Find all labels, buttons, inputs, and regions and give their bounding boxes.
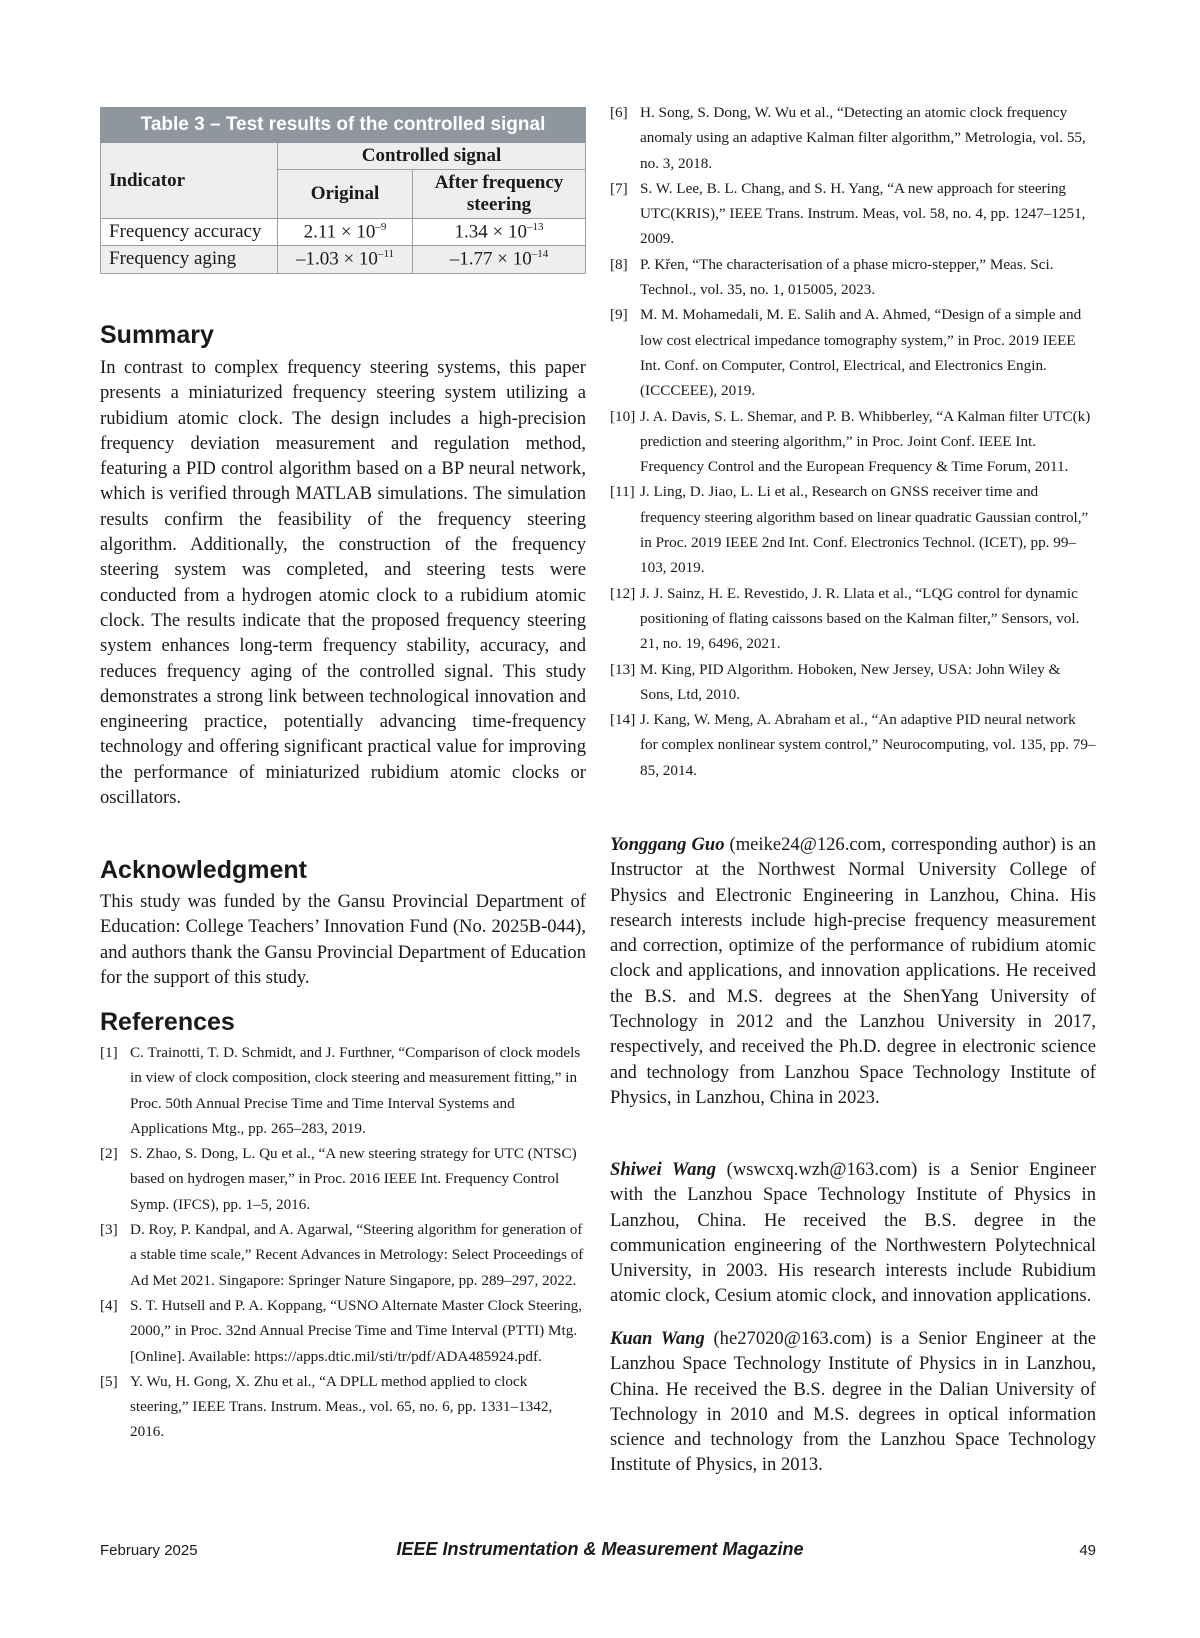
table-3 — [100, 107, 586, 274]
page-number: 49 — [1079, 1542, 1096, 1559]
table-cell-original: $-1.03 \times 10^{-11}$ — [278, 246, 413, 273]
author-name: Yonggang Guo — [610, 834, 725, 855]
reference-item: [6] H. Song, S. Dong, W. Wu et al., “Detecting an atomic clock frequency anomaly using an adaptive Kalman filter algorithm,” Metrologia, vol. 55, no. 3, 2018. — [610, 104, 1086, 172]
reference-item: [5] Y. Wu, H. Gong, X. Zhu et al., “A DPLL method applied to clock steering,” IEEE Trans. Instrum. Meas., vol. 65, no. 6, pp. 1331–1342, 2016. — [100, 1372, 553, 1441]
author-bio: Shiwei Wang (wswcxq.wzh@163.com) is a Senior Engineer with the Lanzhou Space Technology Institute of Physics in Lanzhou, China. He received the B.S. degree in the communication engineering of the Northwestern Polytechnical University, in 2003. His research interests include Rubidium atomic clock, Cesium atomic clock, and innovation applications. — [610, 1159, 1096, 1307]
reference-item: [1] C. Trainotti, T. D. Schmidt, and J. Furthner, “Comparison of clock models in view of clock composition, clock steering and measurement fitting,” in Proc. 50th Annual Precise Time and Time Interval Systems and Applications Mtg., pp. 265–283, 2019. — [100, 1044, 581, 1137]
table-cell-original: $2.11 \times 10^{-9}$ — [278, 219, 413, 246]
summary-heading: Summary — [100, 321, 214, 349]
table-cell-after: $-1.77 \times 10^{-14}$ — [413, 246, 586, 273]
reference-item: [14] J. Kang, W. Meng, A. Abraham et al., “An adaptive PID neural network for complex nonlinear system control,” Neurocomputing, vol. 135, pp. 79–85, 2014. — [610, 711, 1096, 779]
table-cell-indicator: Frequency aging — [101, 246, 278, 273]
table-header-indicator: Indicator — [101, 143, 278, 219]
footer-date: February 2025 — [100, 1542, 198, 1559]
reference-item: [7] S. W. Lee, B. L. Chang, and S. H. Yang, “A new approach for steering UTC(KRIS),” IEEE Trans. Instrum. Meas, vol. 58, no. 4, pp. 1247–1251, 2009. — [610, 179, 1086, 248]
table-caption: Table 3 – Test results of the controlled signal — [101, 108, 586, 143]
reference-item: [11] J. Ling, D. Jiao, L. Li et al., Research on GNSS receiver time and frequency steering algorithm based on linear quadratic Gaussian control,” in Proc. 2019 IEEE 2nd Int. Conf. Electronics Technol. (ICET), pp. 99–103, 2019. — [610, 483, 1089, 577]
table-cell-after: $1.34 \times 10^{-13}$ — [413, 219, 586, 246]
acknowledgment-heading: Acknowledgment — [100, 856, 307, 884]
author-name: Shiwei Wang — [610, 1159, 717, 1180]
table-header-original: Original — [278, 170, 413, 219]
reference-item: [3] D. Roy, P. Kandpal, and A. Agarwal, “Steering algorithm for generation of a stable time scale,” Recent Advances in Metrology: Select Proceedings of Ad Met 2021. Singapore: Springer Nature Singapore, pp. 289–297, 2022. — [100, 1221, 584, 1289]
footer-magazine: IEEE Instrumentation & Measurement Magazine — [396, 1539, 804, 1559]
author-bio: Kuan Wang (he27020@163.com) is a Senior Engineer at the Lanzhou Space Technology Institute of Physics in in Lanzhou, China. He received the B.S. degree in the Dalian University of Technology in 2010 and M.S. degrees in optical information science and technology from the Lanzhou Space Technology Institute of Physics, in 2013. — [610, 1328, 1097, 1476]
reference-item: [10] J. A. Davis, S. L. Shemar, and P. B. Whibberley, “A Kalman filter UTC(k) prediction and steering algorithm,” in Proc. Joint Conf. IEEE Int. Frequency Control and the European Frequency & Time Forum, 2011. — [610, 407, 1091, 476]
table-cell-indicator: Frequency accuracy — [101, 219, 278, 246]
reference-list-left — [100, 1040, 586, 1445]
reference-item: [9] M. M. Mohamedali, M. E. Salih and A. Ahmed, “Design of a simple and low cost electrical impedance tomography system,” in Proc. 2019 IEEE Int. Conf. on Computer, Control, Electrical, and Electronics Engin. (ICCCEEE), 2019. — [610, 306, 1082, 400]
references-heading: References — [100, 1008, 235, 1036]
reference-item: [13] M. King, PID Algorithm. Hoboken, New Jersey, USA: John Wiley & Sons, Ltd, 2010. — [610, 660, 1061, 703]
author-name: Kuan Wang — [610, 1328, 705, 1349]
summary-text: In contrast to complex frequency steering systems, this paper presents a miniaturized frequency steering system utilizing a rubidium atomic clock. The design includes a high-precision frequency deviation measurement and regulation method, featuring a PID control algorithm based on a BP neural network, which is verified through MATLAB simulations. The simulation results confirm the feasibility of the frequency steering algorithm. Additionally, the construction of the frequency steering system was completed, and steering tests were conducted from a hydrogen atomic clock to a rubidium atomic clock. The results indicate that the proposed frequency steering system enhances long-term frequency stability, accuracy, and reduces frequency aging of the controlled signal. This study demonstrates a strong link between technological innovation and engineering practice, potentially advancing time-frequency technology and offering significant practical value for improving the performance of miniaturized rubidium atomic clocks or oscillators. — [100, 357, 586, 809]
table-header-group: Controlled signal — [278, 143, 586, 170]
reference-list-right — [610, 100, 1096, 783]
reference-item: [8] P. Křen, “The characterisation of a phase micro-stepper,” Meas. Sci. Technol., vol. 35, no. 1, 015005, 2023. — [610, 255, 1054, 299]
author-bio: Yonggang Guo (meike24@126.com, corresponding author) is an Instructor at the Northwest Normal University College of Physics and Electronic Engineering in Lanzhou, China. His research interests include high-precise frequency measurement and correction, optimize of the performance of rubidium atomic clock and applications, and innovation applications. He received the B.S. and M.S. degrees at the ShenYang University of Technology in 2012 and the Lanzhou University in 2017, respectively, and received the Ph.D. degree in electronic science and technology from Lanzhou Space Technology Institute of Physics, in Lanzhou, China in 2023. — [610, 834, 1096, 1108]
reference-item: [4] S. T. Hutsell and P. A. Koppang, “USNO Alternate Master Clock Steering, 2000,” in Proc. 32nd Annual Precise Time and Time Interval (PTTI) Mtg. [Online]. Available: https://apps.dtic.mil/sti/tr/pdf/ADA485924.pdf. — [100, 1296, 583, 1365]
table-header-after: After frequency steering — [413, 170, 586, 219]
acknowledgment-text: This study was funded by the Gansu Provincial Department of Education: College Teachers’ Innovation Fund (No. 2025B-044), and authors thank the Gansu Provincial Department of Education for the support of this study. — [100, 891, 586, 988]
table-row — [101, 219, 586, 246]
reference-item: [12] J. J. Sainz, H. E. Revestido, J. R. Llata et al., “LQG control for dynamic positioning of flating caissons based on the Kalman filter,” Sensors, vol. 21, no. 19, 6496, 2021. — [610, 584, 1080, 653]
table-row — [101, 246, 586, 273]
reference-item: [2] S. Zhao, S. Dong, L. Qu et al., “A new steering strategy for UTC (NTSC) based on hydrogen maser,” in Proc. 2016 IEEE Int. Frequency Control Symp. (IFCS), pp. 1–5, 2016. — [100, 1145, 577, 1213]
